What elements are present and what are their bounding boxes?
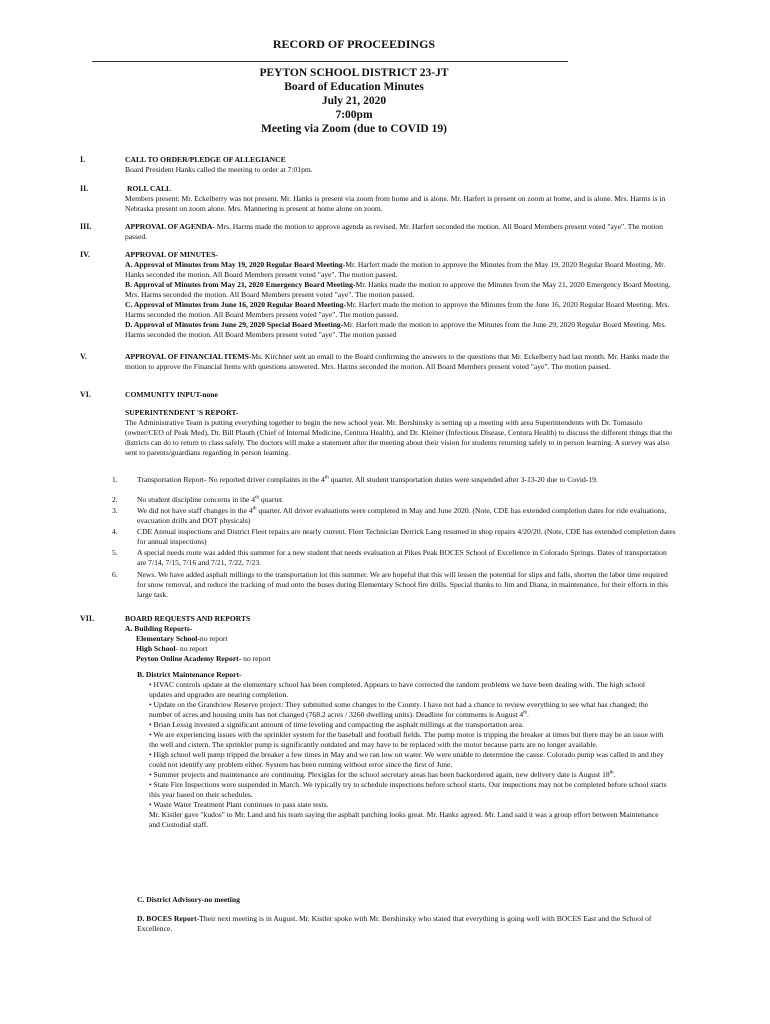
bullet-superscript: th (523, 710, 528, 716)
maintenance-note: Mr. Kistler gave "kudos" to Mr. Land and his team saying the asphalt patching looks great. Mr. Hanks agreed. Mr. Land said it was a group effort between Maintenance and Custodial staff. (149, 810, 659, 829)
meeting-format: Meeting via Zoom (due to COVID 19) (261, 123, 447, 135)
record-heading: RECORD OF PROCEEDINGS (272, 37, 436, 51)
section-title: APPROVAL OF AGENDA- (125, 222, 215, 231)
online-academy-value: no report (241, 654, 271, 663)
superintendent-report-body: The Administrative Team is putting everything together to begin the new school year. Mr. Bershinsky is setting up a meeting with area Superintendents with Dr. Tomasulo (owner/CEO of Peak Med), Dr. Bill Plauth (Chief of Internal Medicine, Centura Health), and Dr. Kleiner (Infectious Disease, Centura Health) to discuss the different things that the districts can do to return to class safely. The doctors will make a statement after the meeting about their vision for students returning safely to in person learning. A survey was also sent to parents/guardians regarding in person learning. (125, 418, 673, 457)
minutes-c-body: Mr. Harfert made the motion to approve the Minutes from the June 16, 2020 Regular Board Meeting. Mrs. Harms seconded the motion. All Board Members present voted "aye". The motion passed. (125, 300, 670, 319)
section-title: ROLL CALL (127, 184, 172, 193)
minutes-a-title: A. Approval of Minutes from May 19, 2020 Regular Board Meeting- (125, 260, 346, 269)
item-number: 1. (112, 475, 118, 484)
section-number-4: IV. (80, 250, 90, 259)
maintenance-bullet: • We are experiencing issues with the sprinkler system for the baseball and football fields. The pump motor is tripping the breaker at times but there may be an issue with the well and cistern. The sprinkler pump is significantly outdated and may have to be replaced with the motor because parts are no longer available. (149, 730, 664, 749)
item-text: No student discipline concerns in the 4 (137, 495, 256, 504)
item-text: News. We have added asphalt millings to the transportation lot this summer. We are hopeful that this will lessen the potential for slips and falls, shorten the labor time required for snow removal, and reduce the tracking of mud onto the buses during Elementary School fire drills. Special thanks to Jim and Diana, in maintenance, for their efforts in this large task. (137, 570, 669, 599)
maintenance-bullet: • State Fire Inspections were suspended in March. We typically try to schedule inspections before school starts. Our inspections may not be completed before school starts this year based on their schedules. (149, 780, 667, 799)
boces-report-body: Their next meeting is in August. Mr. Kistler spoke with Mr. Bershinsky who stated that everything is going well with BOCES East and the School of Excellence. (137, 914, 652, 933)
item-superscript: th (252, 506, 257, 512)
item-number: 3. (112, 506, 118, 515)
section-body: Members present: Mr. Eckelberry was not present. Mr. Hanks is present via zoom from home and is alone. Mr. Harfert is present on zoom at home, and is alone. Mrs. Harms is in Nebraska present on zoom alone. Mrs. Mannering is present at home alone on zoom. (125, 194, 666, 213)
section-roll-call (125, 184, 675, 214)
bullet-text-cont: . (527, 710, 529, 719)
section-body: Board President Hanks called the meeting to order at 7:01pm. (125, 165, 313, 174)
section-community-input (125, 390, 675, 400)
meeting-date: July 21, 2020 (321, 95, 387, 107)
section-number-6: VI. (80, 390, 91, 399)
maintenance-bullet: • High school well pump tripped the breaker a few times in May and we ran low on water. We were unable to determine the cause. Colorado pump was called in and they could not identify any problem either. System has been running without error since the first of June. (149, 750, 664, 769)
minutes-b-body: Mr. Hanks made the motion to approve the Minutes from the May 21, 2020 Emergency Board Meeting. Mrs. Harms seconded the motion. All Board Members present voted "aye". The motion passed. (125, 280, 671, 299)
item-number: 4. (112, 527, 118, 536)
report-item-5 (137, 548, 677, 568)
maintenance-report-title: B. District Maintenance Report- (137, 670, 242, 679)
maintenance-bullet (137, 700, 670, 720)
section-number-2: II. (80, 184, 89, 193)
high-school-value: - no report (175, 644, 208, 653)
section-title: APPROVAL OF FINANCIAL ITEMS- (125, 352, 252, 361)
section-title: BOARD REQUESTS AND REPORTS (125, 614, 251, 623)
bullet-superscript: th (609, 770, 614, 776)
section-title: APPROVAL OF MINUTES- (125, 250, 218, 259)
district-advisory-title: C. District Advisory-no meeting (137, 895, 240, 904)
superintendent-report-title: SUPERINTENDENT 'S REPORT- (125, 408, 239, 417)
section-call-to-order (125, 155, 675, 175)
section-approval-of-agenda (125, 222, 675, 242)
item-text: A special needs route was added this summer for a new student that needs evaluation at Pikes Peak BOCES School of Excellence in Colorado Springs. Dates of transportation are 7/14, 7/15, 7/16 and 7/21, 7/22, 7/23. (137, 548, 667, 567)
bullet-text: • Summer projects and maintenance are continuing. Plexiglas for the school secretary areas has been backordered again, new delivery date is August 18 (149, 770, 610, 779)
item-superscript: th (324, 475, 329, 481)
district-name: PEYTON SCHOOL DISTRICT 23-JT (259, 67, 449, 79)
section-title: COMMUNITY INPUT-none (125, 390, 218, 399)
bullet-text: • Update on the Grandview Reserve project: They submitted some changes to the County. I have not had a chance to review everything to see what has changed; the number of acres and housing units has not changed (768.2 acres / 3260 dwelling units). Deadline for comments is August 4 (149, 700, 649, 719)
meeting-time: 7:00pm (335, 109, 373, 121)
report-item-4 (137, 527, 677, 547)
building-reports-title: A. Building Reports- (125, 624, 193, 633)
section-number-7: VII. (80, 614, 95, 623)
maintenance-bullet: • Waste Water Treatment Plant continues to pass state tests. (149, 800, 329, 809)
section-number-5: V. (80, 352, 87, 361)
section-board-requests (125, 614, 675, 664)
superintendent-report (125, 408, 675, 458)
minutes-b-title: B. Approval of Minutes from May 21, 2020 Emergency Board Meeting- (125, 280, 356, 289)
section-financial-items (125, 352, 675, 372)
boces-report-title: D. BOCES Report- (137, 914, 200, 923)
report-item-1 (137, 475, 677, 485)
section-title: CALL TO ORDER/PLEDGE OF ALLEGIANCE (125, 155, 286, 164)
item-superscript: th (255, 495, 259, 501)
report-item-2 (137, 495, 677, 505)
header-rule (92, 61, 568, 62)
elementary-value: no report (199, 634, 228, 643)
report-item-3 (137, 506, 677, 526)
item-text: CDE Annual inspections and District Fleet repairs are nearly current. Fleet Technician Derrick Lang resumed in shop repairs 4/20/20. (Note, CDE has extended completion dates for annual inspections) (137, 527, 676, 546)
item-text: We did not have staff changes in the 4 (137, 506, 253, 515)
maintenance-bullet: • HVAC controls update at the elementary school has been completed. Appears to have corrected the random problems we have been dealing with. The high school updates and upgrades are nearing completion. (149, 680, 646, 699)
maintenance-bullet: • Brian Lessig invested a significant amount of time leveling and compacting the asphalt millings at the transportation area. (149, 720, 524, 729)
boces-report (137, 914, 670, 934)
high-school-label: High School (136, 644, 176, 653)
section-number-1: I. (80, 155, 86, 164)
minutes-d-body: Mr. Harfert made the motion to approve the Minutes from the June 29, 2020 Regular Board Meeting. Mrs. Harms seconded the motion. All Board Members present voted "aye". The motion passed (125, 320, 667, 339)
district-advisory (137, 895, 670, 905)
item-number: 5. (112, 548, 118, 557)
item-text-cont: quarter. All driver evaluations were completed in May and June 2020. (Note, CDE has extended completion dates for ride evaluations, evacuation drills and DOT physicals) (137, 506, 667, 525)
maintenance-report (137, 670, 670, 830)
minutes-d-title: D. Approval of Minutes from June 29, 2020 Special Board Meeting- (125, 320, 344, 329)
minutes-c-title: C. Approval of Minutes from June 16, 2020 Regular Board Meeting- (125, 300, 347, 309)
bullet-text-cont: . (613, 770, 616, 779)
online-academy-label: Peyton Online Academy Report- (136, 654, 242, 663)
section-body: Mrs. Harms made the motion to approve agenda as revised. Mr. Harfert seconded the motion. All Board Members present voted "aye". The motion passed. (125, 222, 663, 241)
section-body: Ms. Kirchner sent an email to the Board confirming the answers to the questions that Mr. Eckelberry had last month. Mr. Hanks made the motion to approve the Financial Items with questions answered. Mrs. Harms seconded the motion. All Board Members present voted "aye". The motion passed. (125, 352, 670, 371)
elementary-label: Elementary School- (136, 634, 200, 643)
item-text-cont: quarter. All student transportation duties were suspended after 3-13-20 due to Covid-19. (328, 475, 598, 484)
item-number: 6. (112, 570, 118, 579)
document-title: Board of Education Minutes (284, 81, 424, 93)
item-text-cont: quarter. (259, 495, 284, 504)
item-text: Transportation Report- No reported driver complaints in the 4 (137, 475, 325, 484)
document-header-block (92, 66, 616, 136)
item-number: 2. (112, 495, 118, 504)
section-approval-of-minutes (125, 250, 675, 340)
section-number-3: III. (80, 222, 92, 231)
minutes-a-body: Mr. Harfert made the motion to approve the Minutes from the May 19, 2020 Regular Board Meeting. Mr. Hanks seconded the motion. All Board Members present voted "aye". The motion passed. (125, 260, 666, 279)
report-item-6 (137, 570, 677, 600)
maintenance-bullet (137, 770, 670, 780)
